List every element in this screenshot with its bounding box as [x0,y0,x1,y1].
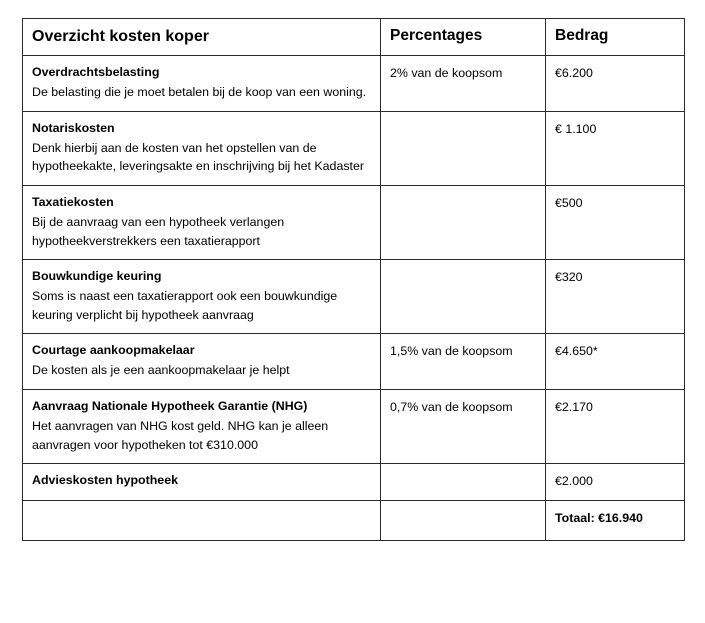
row-percentage-cell [381,260,546,334]
row-percentage-cell [381,464,546,501]
row-percentage-cell [381,389,546,463]
row-percentage-cell [381,185,546,259]
row-amount-cell [546,260,685,334]
row-amount: €2.000 [555,474,593,489]
total-amount-cell [546,501,685,541]
row-amount-cell [546,389,685,463]
column-header-percentages: Percentages [381,19,546,56]
table-row [23,389,685,463]
row-description-cell [23,56,381,112]
total-amount: Totaal: €16.940 [555,511,643,526]
row-title: Taxatiekosten [32,194,114,209]
row-description: Denk hierbij aan de kosten van het opstellen van de hypotheekakte, leveringsakte en inschrijving bij het Kadaster [32,140,364,174]
table-header [23,19,685,56]
table-header-row [23,19,685,56]
costs-table [22,18,685,541]
row-percentage-cell [381,56,546,112]
row-description: De kosten als je een aankoopmakelaar je helpt [32,363,290,378]
row-title: Courtage aankoopmakelaar [32,343,195,358]
row-title: Advieskosten hypotheek [32,473,178,488]
row-percentage: 2% van de koopsom [390,66,503,81]
table-row [23,185,685,259]
table-total-row [23,501,685,541]
table-row [23,464,685,501]
row-title: Aanvraag Nationale Hypotheek Garantie (NHG) [32,398,308,413]
row-amount-cell [546,185,685,259]
total-description-cell [23,501,381,541]
row-description: Soms is naast een taxatierapport ook een bouwkundige keuring verplicht bij hypotheek aanvraag [32,289,338,322]
row-percentage: 0,7% van de koopsom [390,399,513,414]
row-description-cell [23,389,381,463]
row-description: Bij de aanvraag van een hypotheek verlangen hypotheekverstrekkers een taxatierapport [32,214,285,248]
row-amount: € 1.100 [555,121,597,136]
row-description-cell [23,260,381,334]
row-amount: €500 [555,195,583,210]
total-percentage-cell [381,501,546,541]
table-body [23,56,685,541]
row-amount: €4.650* [555,344,598,359]
row-description-cell [23,185,381,259]
column-header-description: Overzicht kosten koper [23,19,381,56]
row-description: Het aanvragen van NHG kost geld. NHG kan je alleen aanvragen voor hypotheken tot €310.000 [32,418,329,452]
row-amount-cell [546,334,685,390]
table-row [23,260,685,334]
row-description: De belasting die je moet betalen bij de koop van een woning. [32,85,367,100]
row-amount: €320 [555,270,583,285]
row-percentage-cell [381,334,546,390]
row-description-cell [23,464,381,501]
table-row [23,111,685,185]
row-amount: €6.200 [555,66,593,81]
column-header-amount: Bedrag [546,19,685,56]
row-title: Overdrachtsbelasting [32,65,160,80]
table-row [23,334,685,390]
row-title: Bouwkundige keuring [32,269,162,284]
row-percentage: 1,5% van de koopsom [390,344,513,359]
row-description-cell [23,111,381,185]
row-amount-cell [546,56,685,112]
row-amount-cell [546,111,685,185]
row-amount: €2.170 [555,399,593,414]
row-percentage-cell [381,111,546,185]
row-description-cell [23,334,381,390]
row-title: Notariskosten [32,120,115,135]
row-amount-cell [546,464,685,501]
table-row [23,56,685,112]
